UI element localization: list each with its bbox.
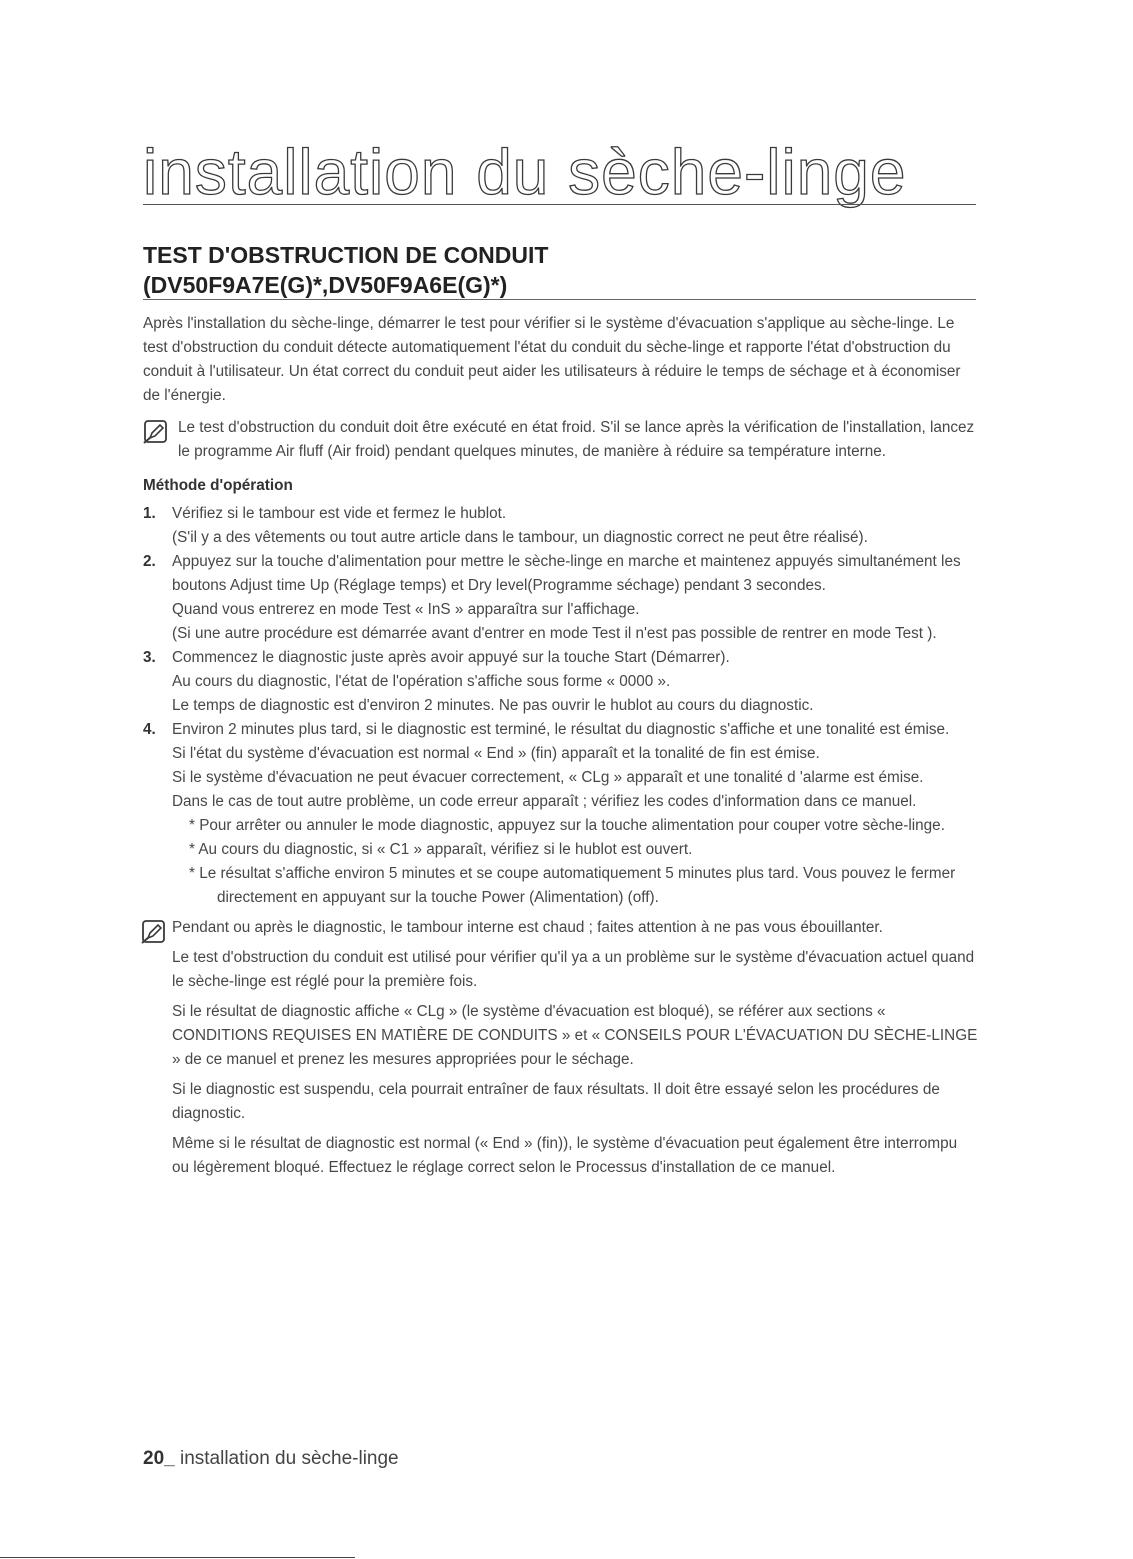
step-item — [143, 502, 978, 550]
step-number: 4. — [143, 721, 156, 738]
step-item — [143, 550, 978, 646]
note-text: Le test d'obstruction du conduit doit être exécuté en état froid. S'il se lance après la vérification de l'installation, lancez le programme Air fluff (Air froid) pendant quelques minutes, de manière à réduire sa température interne. — [178, 419, 975, 460]
method-title: Méthode d'opération — [143, 477, 293, 494]
page-number: 20_ — [143, 1448, 175, 1469]
section-heading — [143, 240, 976, 300]
step-line: Quand vous entrerez en mode Test « InS » apparaîtra sur l'affichage. — [172, 601, 640, 618]
step-line: Si l'état du système d'évacuation est normal « End » (fin) apparaît et la tonalité de fin est émise. — [172, 745, 820, 762]
step-line: Au cours du diagnostic, l'état de l'opération s'affiche sous forme « 0000 ». — [172, 673, 671, 690]
note2-paragraph: Pendant ou après le diagnostic, le tambour interne est chaud ; faites attention à ne pas vous ébouillanter. — [172, 919, 883, 936]
step-line: Dans le cas de tout autre problème, un code erreur apparaît ; vérifiez les codes d'information dans ce manuel. — [172, 793, 917, 810]
step-item — [143, 646, 978, 718]
note2-paragraph: Le test d'obstruction du conduit est utilisé pour vérifier qu'il ya a un problème sur le système d'évacuation actuel quand le sèche-linge est réglé pour la première fois. — [172, 949, 975, 990]
step-line: Environ 2 minutes plus tard, si le diagnostic est terminé, le résultat du diagnostic s'affiche et une tonalité est émise. — [172, 721, 950, 738]
step-line: Appuyez sur la touche d'alimentation pour mettre le sèche-linge en marche et maintenez appuyés simultanément les boutons Adjust time Up (Réglage temps) et Dry level(Programme séchage) pendant 3 secondes. — [172, 553, 961, 594]
star-note: * Le résultat s'affiche environ 5 minutes et se coupe automatiquement 5 minutes plus tard. Vous pouvez le fermer directement en appuyant sur la touche Power (Alimentation) (off). — [189, 865, 956, 906]
step-line: Vérifiez si le tambour est vide et fermez le hublot. — [172, 505, 507, 522]
page-footer — [143, 1448, 399, 1470]
footer-label: installation du sèche-linge — [174, 1448, 399, 1469]
note-pencil-icon — [143, 419, 169, 445]
step-line: (Si une autre procédure est démarrée avant d'entrer en mode Test il n'est pas possible de rentrer en mode Test ). — [172, 625, 937, 642]
note-pencil-icon — [141, 919, 167, 945]
step-line: Le temps de diagnostic est d'environ 2 minutes. Ne pas ouvrir le hublot au cours du diagnostic. — [172, 697, 814, 714]
intro-paragraph: Après l'installation du sèche-linge, démarrer le test pour vérifier si le système d'évacuation s'applique au sèche-linge. Le test d'obstruction du conduit détecte automatiquement l'état du conduit du sèche-linge et rapporte l'état d'obstruction du conduit à l'utilisateur. Un état correct du conduit peut aider les utilisateurs à réduire le temps de séchage et à économiser de l'énergie. — [143, 315, 961, 404]
section-heading-line1: TEST D'OBSTRUCTION DE CONDUIT — [143, 242, 549, 268]
step-number: 2. — [143, 553, 156, 570]
note2-paragraph: Si le résultat de diagnostic affiche « CLg » (le système d'évacuation est bloqué), se référer aux sections « CONDITIONS REQUISES EN MATIÈRE DE CONDUITS » et « CONSEILS POUR L'ÉVACUATION DU SÈCHE-LINGE » de ce manuel et prenez les mesures appropriées pour le séchage. — [172, 1003, 978, 1068]
page-title: installation du sèche-linge — [143, 136, 907, 208]
step-line: Commencez le diagnostic juste après avoir appuyé sur la touche Start (Démarrer). — [172, 649, 730, 666]
section-heading-line2: (DV50F9A7E(G)*,DV50F9A6E(G)*) — [143, 272, 508, 298]
step-item — [143, 718, 978, 910]
star-note: * Au cours du diagnostic, si « C1 » apparaît, vérifiez si le hublot est ouvert. — [189, 841, 693, 858]
step-line: (S'il y a des vêtements ou tout autre article dans le tambour, un diagnostic correct ne peut être réalisé). — [172, 529, 868, 546]
note2-paragraph: Même si le résultat de diagnostic est normal (« End » (fin)), le système d'évacuation peut également être interrompu ou légèrement bloqué. Effectuez le réglage correct selon le Processus d'installation de ce manuel. — [172, 1135, 958, 1176]
step-line: Si le système d'évacuation ne peut évacuer correctement, « CLg » apparaît et une tonalité d 'alarme est émise. — [172, 769, 924, 786]
step-number: 1. — [143, 505, 156, 522]
note-block — [143, 416, 978, 464]
star-note: * Pour arrêter ou annuler le mode diagnostic, appuyez sur la touche alimentation pour couper votre sèche-linge. — [189, 817, 945, 834]
bottom-rule — [0, 1557, 355, 1558]
note2-paragraph: Si le diagnostic est suspendu, cela pourrait entraîner de faux résultats. Il doit être essayé selon les procédures de diagnostic. — [172, 1081, 940, 1122]
step-number: 3. — [143, 649, 156, 666]
content — [143, 312, 978, 1186]
heading-rule — [143, 299, 976, 300]
title-rule — [143, 204, 976, 205]
note-block-2 — [143, 916, 978, 1180]
